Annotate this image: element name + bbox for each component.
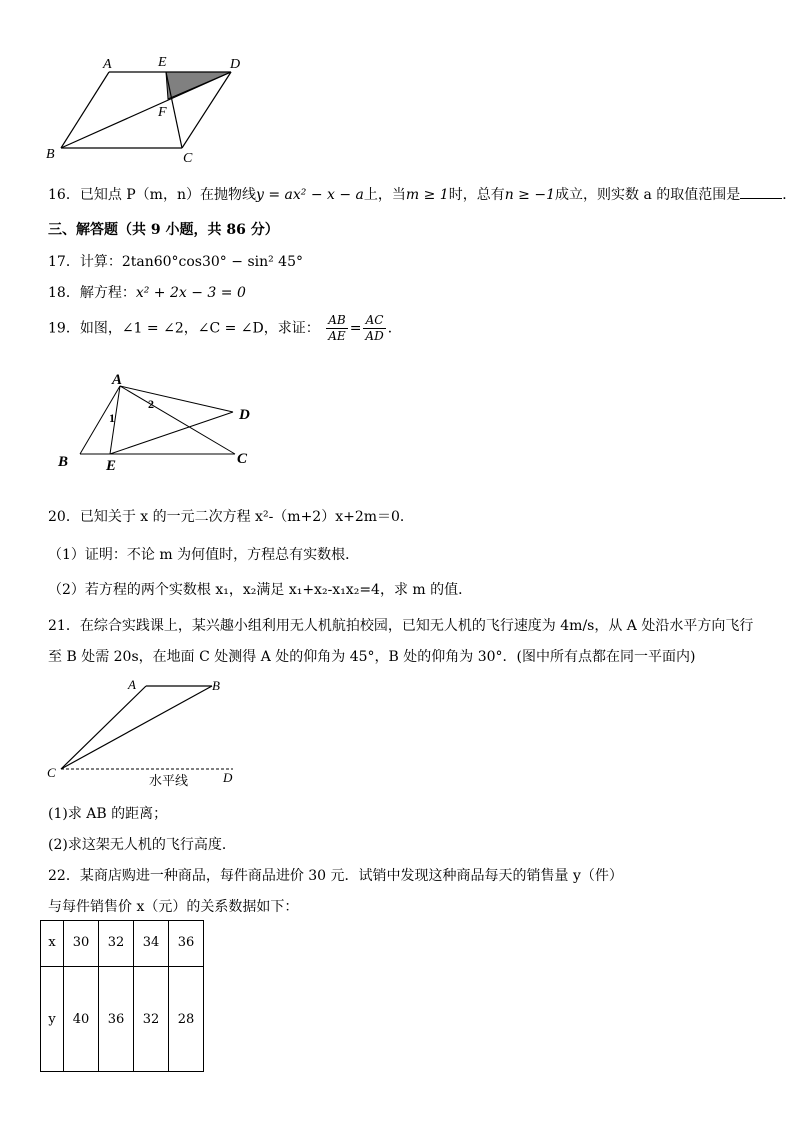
table-cell: 30 xyxy=(64,921,99,967)
label-F: F xyxy=(158,105,167,120)
label-E: E xyxy=(106,458,117,474)
figure-drone xyxy=(40,674,260,794)
label-C: C xyxy=(183,151,193,166)
answer-blank[interactable] xyxy=(740,186,782,199)
label-A: A xyxy=(128,677,136,692)
label-C: C xyxy=(237,451,248,467)
question-18: 18．解方程：x² + 2x − 3 = 0 xyxy=(48,285,246,301)
table-row xyxy=(41,921,204,967)
table-row xyxy=(41,967,204,1072)
question-16: 16．已知点 P（m，n）在抛物线y = ax² − x − a上，当m ≥ 1时，总有n ≥ −1成立，则实数 a 的取值范围是 ． xyxy=(48,187,796,203)
table-cell: 36 xyxy=(99,967,134,1072)
section-heading: 三、解答题（共 9 小题，共 86 分） xyxy=(48,222,279,238)
fraction-ab-ae: $\frac{AB}{AE}$ xyxy=(328,313,346,343)
angle-2: 2 xyxy=(148,397,154,411)
label-A: A xyxy=(103,57,112,72)
table-cell: 40 xyxy=(64,967,99,1072)
table-cell: 32 xyxy=(99,921,134,967)
question-17: 17．计算：2tan60°cos30° − sin² 45° xyxy=(48,254,303,270)
price-sales-table xyxy=(40,920,204,1072)
question-21-part1: (1)求 AB 的距离； xyxy=(48,806,168,822)
table-cell: 34 xyxy=(134,921,169,967)
table-cell: 32 xyxy=(134,967,169,1072)
table-cell: 36 xyxy=(169,921,204,967)
label-D: D xyxy=(223,770,233,785)
question-22-line2: 与每件销售价 x（元）的关系数据如下： xyxy=(48,899,299,915)
question-21-line2: 至 B 处需 20s，在地面 C 处测得 A 处的仰角为 45°，B 处的仰角为 30°．(图中所有点都在同一平面内) xyxy=(48,649,696,665)
question-20-part1: （1）证明：不论 m 为何值时，方程总有实数根． xyxy=(48,547,360,563)
label-C: C xyxy=(47,765,56,780)
label-B: B xyxy=(46,147,55,162)
question-20-stem: 20．已知关于 x 的一元二次方程 x²-（m+2）x+2m＝0． xyxy=(48,509,414,525)
angle-1: 1 xyxy=(109,411,115,425)
figure-triangles xyxy=(50,366,270,476)
label-D: D xyxy=(230,57,241,72)
label-A: A xyxy=(112,372,123,388)
label-E: E xyxy=(158,55,167,70)
horizontal-line-label: 水平线 xyxy=(149,773,189,788)
row-header-y: y xyxy=(41,967,64,1072)
question-21-part2: (2)求这架无人机的飞行高度． xyxy=(48,837,236,853)
question-22-line1: 22．某商店购进一种商品，每件商品进价 30 元．试销中发现这种商品每天的销售量 y（件） xyxy=(48,868,623,884)
row-header-x: x xyxy=(41,921,64,967)
question-19: 19．如图，∠1 = ∠2，∠C = ∠D，求证： $\frac{AB}{AE}$ = $\frac{AC}{AD}$ ． xyxy=(48,313,402,343)
table-cell: 28 xyxy=(169,967,204,1072)
label-D: D xyxy=(239,407,250,423)
fraction-ac-ad: $\frac{AC}{AD}$ xyxy=(365,313,384,343)
question-21-line1: 21．在综合实践课上，某兴趣小组利用无人机航拍校园，已知无人机的飞行速度为 4m/s，从 A 处沿水平方向飞行 xyxy=(48,618,754,634)
label-B: B xyxy=(212,678,220,693)
figure-parallelogram xyxy=(40,50,260,170)
label-B: B xyxy=(58,454,69,470)
question-20-part2: （2）若方程的两个实数根 x₁，x₂满足 x₁+x₂-x₁x₂=4，求 m 的值． xyxy=(48,582,473,598)
